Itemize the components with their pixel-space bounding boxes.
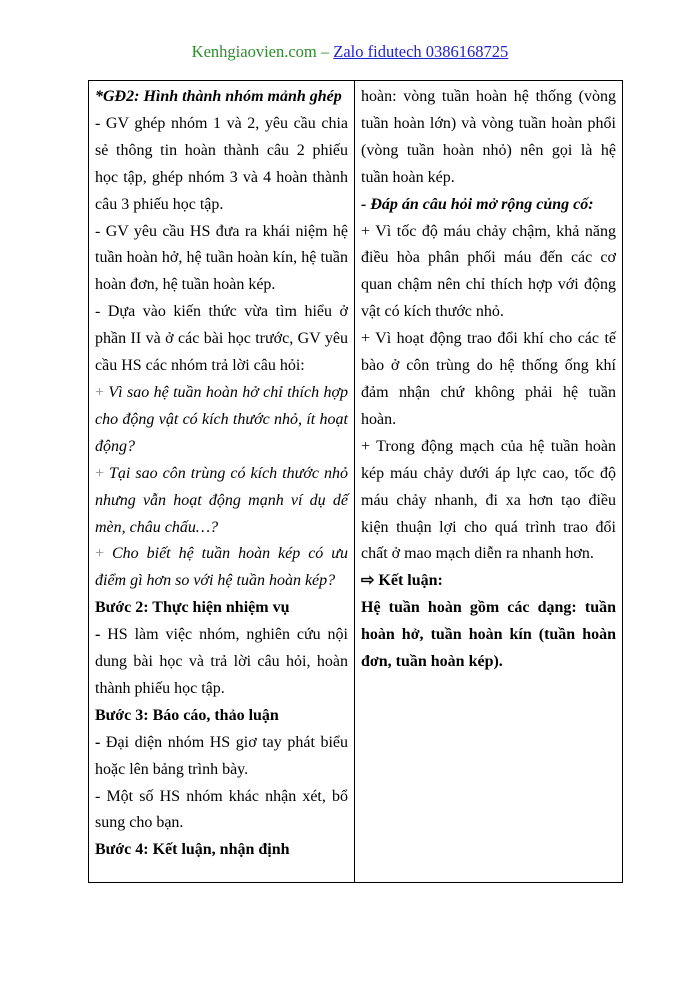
right-paragraph-1: hoàn: vòng tuần hoàn hệ thống (vòng tuần hoàn lớn) và vòng tuần hoàn phổi (vòng tuần hoàn nhỏ) nên gọi là hệ tuần hoàn kép. — [361, 88, 616, 186]
left-title: *GĐ2: Hình thành nhóm mảnh ghép — [95, 88, 342, 105]
answer-1: + Vì tốc độ máu chảy chậm, khả năng điều hòa phân phối máu đến các cơ quan chậm nên chỉ thích hợp với động vật có kích thước nhỏ. — [361, 222, 616, 321]
zalo-link[interactable]: Zalo fidutech 0386168725 — [333, 42, 509, 61]
lesson-table — [88, 80, 623, 883]
left-paragraph-2: - GV yêu cầu HS đưa ra khái niệm hệ tuần hoàn hở, hệ tuần hoàn kín, hệ tuần hoàn đơn, hệ tuần hoàn kép. — [95, 222, 348, 294]
step-4-title: Bước 4: Kết luận, nhận định — [95, 841, 290, 859]
question-1-text: Vì sao hệ tuần hoàn hở chỉ thích hợp cho động vật có kích thước nhỏ, ít hoạt động? — [95, 383, 349, 455]
step-2-title: Bước 2: Thực hiện nhiệm vụ — [95, 599, 290, 617]
left-paragraph-1: - GV ghép nhóm 1 và 2, yêu cầu chia sẻ thông tin hoàn thành câu 2 phiếu học tập, ghép nhóm 3 và 4 hoàn thành câu 3 phiếu học tập. — [95, 114, 348, 213]
question-2-plus: + — [95, 464, 110, 482]
table-row — [89, 81, 623, 883]
site-name: Kenhgiaovien.com — [191, 42, 317, 61]
question-3-text: Cho biết hệ tuần hoàn kép có ưu điểm gì hơn so với hệ tuần hoàn kép? — [95, 545, 348, 590]
step-3-body: Đại diện nhóm HS giơ tay phát biểu hoặc lên bảng trình bày. — [95, 733, 349, 778]
question-3 — [95, 541, 348, 595]
question-3-plus: + — [95, 545, 112, 563]
step-3-dash: - — [95, 733, 106, 751]
answers-title: - Đáp án câu hỏi mở rộng củng cố: — [361, 195, 594, 213]
answer-3: + Trong động mạch của hệ tuần hoàn kép máu chảy dưới áp lực cao, tốc độ máu chảy nhanh, đi xa hơn tạo điều kiện thuận lợi cho quá trình trao đổi chất ở mao mạch diễn ra nhanh hơn. — [361, 437, 616, 563]
step-3-text — [95, 730, 348, 784]
step-3-paragraph-2: - Một số HS nhóm khác nhận xét, bổ sung cho bạn. — [95, 787, 348, 832]
left-column — [89, 81, 355, 883]
conclusion-heading — [361, 568, 616, 595]
conclusion-text: Hệ tuần hoàn gồm các dạng: tuần hoàn hở, tuần hoàn kín (tuần hoàn đơn, tuần hoàn kép). — [361, 599, 616, 671]
question-2-text: Tại sao côn trùng có kích thước nhỏ nhưng vẫn hoạt động mạnh ví dụ dế mèn, châu chấu…? — [95, 464, 348, 536]
step-2-body: HS làm việc nhóm, nghiên cứu nội dung bài học và trả lời câu hỏi, hoàn thành phiếu học tập. — [95, 626, 349, 697]
question-1 — [95, 380, 348, 461]
question-2 — [95, 461, 348, 542]
conclusion-title: Kết luận: — [378, 572, 443, 590]
header-separator: – — [316, 42, 334, 61]
step-2-dash: - — [95, 626, 108, 644]
step-2-text — [95, 622, 348, 703]
right-column — [355, 81, 623, 883]
answer-2: + Vì hoạt động trao đổi khí cho các tế bào ở côn trùng do hệ thống ống khí đảm nhận chứ không phải hệ tuần hoàn. — [361, 330, 616, 428]
arrow-right-icon: ⇨ — [361, 572, 375, 590]
left-paragraph-3: - Dựa vào kiến thức vừa tìm hiểu ở phần II và ở các bài học trước, GV yêu cầu HS các nhóm trả lời câu hỏi: — [95, 303, 348, 375]
page-header — [0, 42, 700, 62]
question-1-plus: + — [95, 383, 109, 401]
step-3-title: Bước 3: Báo cáo, thảo luận — [95, 706, 279, 724]
